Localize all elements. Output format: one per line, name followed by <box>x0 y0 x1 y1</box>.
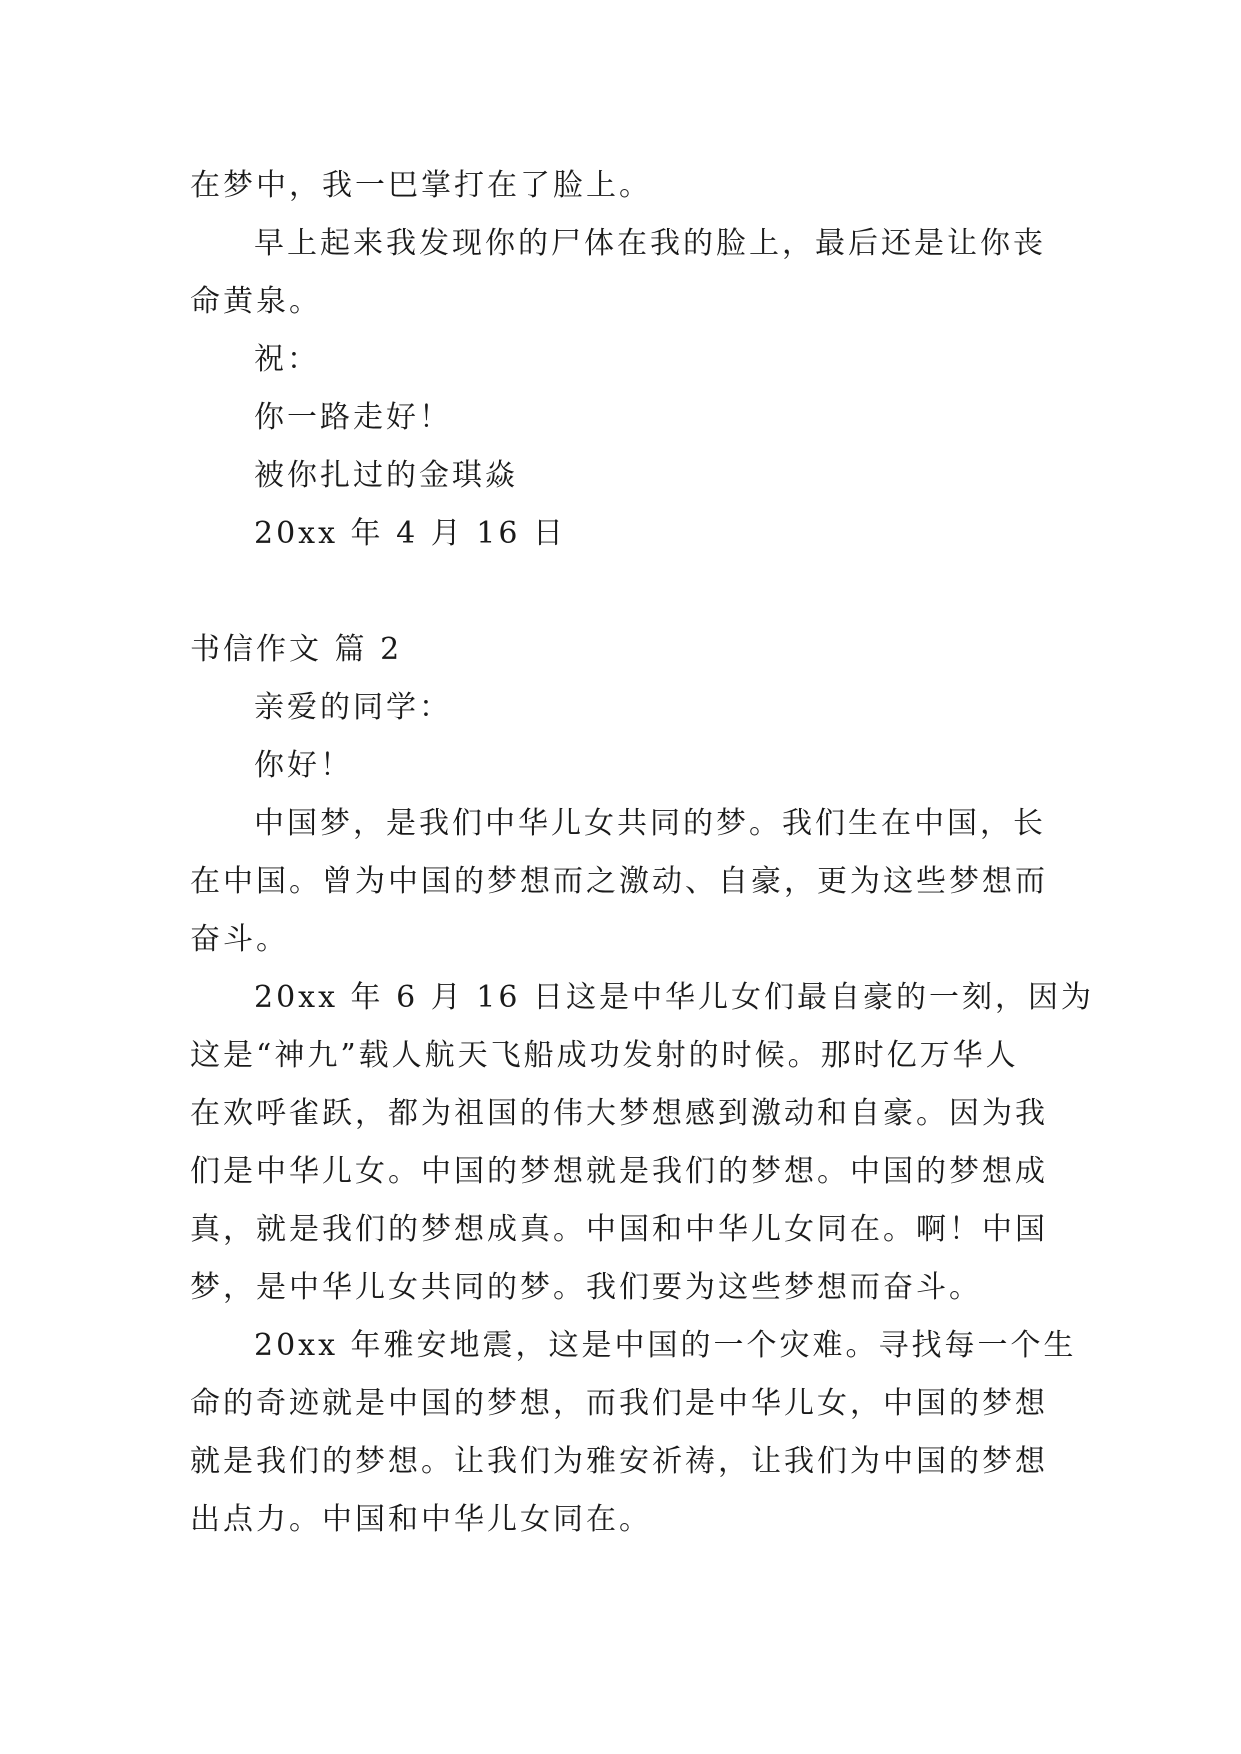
paragraph-line: 真，就是我们的梦想成真。中国和中华儿女同在。啊！中国 <box>190 1212 1048 1247</box>
paragraph-line: 奋斗。 <box>190 922 289 957</box>
paragraph-2 <box>190 969 1094 1317</box>
paragraph-line: 梦，是中华儿女共同的梦。我们要为这些梦想而奋斗。 <box>190 1270 982 1305</box>
letter-2 <box>190 621 1094 1549</box>
paragraph-line: 在中国。曾为中国的梦想而之激动、自豪，更为这些梦想而 <box>190 864 1048 899</box>
paragraph-line: 这是“神九”载人航天飞船成功发射的时候。那时亿万华人 <box>190 1038 1019 1073</box>
closing-wish: 祝： <box>254 342 320 377</box>
letter-greeting: 亲爱的同学： <box>254 690 452 725</box>
paragraph-line: 命黄泉。 <box>190 284 322 319</box>
letter-1 <box>190 157 1060 563</box>
paragraph-line: 中国梦，是我们中华儿女共同的梦。我们生在中国，长 <box>254 806 1046 841</box>
paragraph-3 <box>190 1317 1077 1549</box>
paragraph-line: 出点力。中国和中华儿女同在。 <box>190 1502 652 1537</box>
section-title: 书信作文 篇 2 <box>190 632 403 667</box>
paragraph-line: 命的奇迹就是中国的梦想，而我们是中华儿女，中国的梦想 <box>190 1386 1048 1421</box>
paragraph-line: 早上起来我发现你的尸体在我的脸上，最后还是让你丧 <box>254 226 1046 261</box>
paragraph-line: 在梦中，我一巴掌打在了脸上。 <box>190 168 652 203</box>
document-page <box>190 157 1094 1549</box>
paragraph-line: 在欢呼雀跃，都为祖国的伟大梦想感到激动和自豪。因为我 <box>190 1096 1048 1131</box>
paragraph-line: 就是我们的梦想。让我们为雅安祈祷，让我们为中国的梦想 <box>190 1444 1048 1479</box>
paragraph-line: 20xx 年 6 月 16 日这是中华儿女们最自豪的一刻，因为 <box>254 980 1094 1015</box>
letter-hello: 你好！ <box>254 748 353 783</box>
signature: 被你扎过的金琪焱 <box>254 458 518 493</box>
letter-date: 20xx 年 4 月 16 日 <box>254 516 566 551</box>
paragraph-line: 20xx 年雅安地震，这是中国的一个灾难。寻找每一个生 <box>254 1328 1077 1363</box>
section-gap <box>190 563 1060 621</box>
paragraph-line: 们是中华儿女。中国的梦想就是我们的梦想。中国的梦想成 <box>190 1154 1048 1189</box>
paragraph-1 <box>190 795 1060 969</box>
closing-wish-text: 你一路走好！ <box>254 400 452 435</box>
